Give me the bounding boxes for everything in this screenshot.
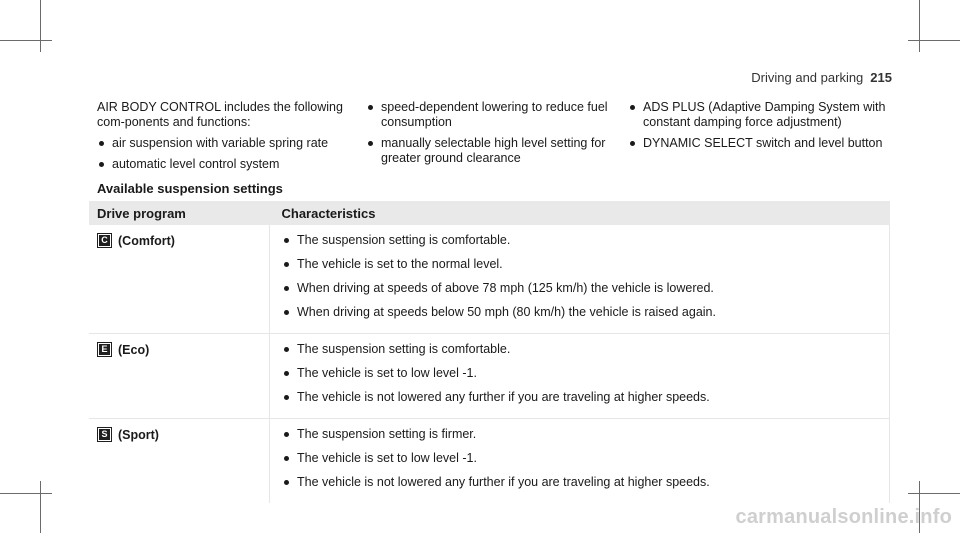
drive-program-label: (Sport) (118, 427, 159, 442)
list-item: automatic level control system (97, 157, 352, 172)
crop-mark-bottom-right-h (908, 493, 960, 494)
intro-list-3 (628, 100, 888, 151)
crop-mark-bottom-left-v (40, 481, 41, 533)
section-heading: Available suspension settings (97, 181, 283, 196)
table-header-row (89, 201, 890, 225)
list-item: The vehicle is not lowered any further if you are traveling at higher speeds. (282, 390, 889, 405)
list-item: The vehicle is set to low level -1. (282, 451, 889, 466)
characteristics-cell (270, 334, 890, 419)
list-item: When driving at speeds of above 78 mph (125 km/h) the vehicle is lowered. (282, 281, 889, 296)
crop-mark-top-right-h (908, 40, 960, 41)
crop-mark-top-left-h (0, 40, 52, 41)
drive-program-label: (Comfort) (118, 233, 175, 248)
page-header (751, 70, 892, 85)
eco-mode-icon: E (97, 342, 112, 357)
crop-mark-top-right-v (919, 0, 920, 52)
suspension-settings-table (89, 201, 890, 503)
comfort-mode-icon: C (97, 233, 112, 248)
crop-mark-bottom-left-h (0, 493, 52, 494)
intro-text: AIR BODY CONTROL includes the following com-ponents and functions: (97, 100, 343, 129)
list-item: manually selectable high level setting for greater ground clearance (366, 136, 616, 166)
list-item: The suspension setting is firmer. (282, 427, 889, 442)
crop-mark-top-left-v (40, 0, 41, 52)
drive-program-cell (89, 334, 270, 419)
drive-program-cell (89, 419, 270, 504)
page-number: 215 (870, 70, 892, 85)
table-row (89, 334, 890, 419)
table-row (89, 419, 890, 504)
characteristics-cell (270, 419, 890, 504)
column-header-characteristics: Characteristics (270, 201, 890, 225)
list-item: air suspension with variable spring rate (97, 136, 352, 151)
header-section-title: Driving and parking (751, 70, 864, 85)
list-item: The vehicle is not lowered any further if you are traveling at higher speeds. (282, 475, 889, 490)
list-item: speed-dependent lowering to reduce fuel consumption (366, 100, 616, 130)
intro-column-1 (97, 100, 352, 178)
column-header-program: Drive program (89, 201, 270, 225)
intro-list-2 (366, 100, 616, 166)
list-item: The vehicle is set to the normal level. (282, 257, 889, 272)
list-item: The suspension setting is comfortable. (282, 342, 889, 357)
drive-program-cell (89, 225, 270, 334)
intro-column-3 (628, 100, 888, 157)
sport-mode-icon: S (97, 427, 112, 442)
list-item: The vehicle is set to low level -1. (282, 366, 889, 381)
intro-list-1 (97, 136, 352, 172)
table-row (89, 225, 890, 334)
intro-column-2 (366, 100, 616, 172)
watermark: carmanualsonline.info (735, 506, 952, 528)
list-item: DYNAMIC SELECT switch and level button (628, 136, 888, 151)
list-item: ADS PLUS (Adaptive Damping System with constant damping force adjustment) (628, 100, 888, 130)
list-item: The suspension setting is comfortable. (282, 233, 889, 248)
list-item: When driving at speeds below 50 mph (80 km/h) the vehicle is raised again. (282, 305, 889, 320)
drive-program-label: (Eco) (118, 342, 150, 357)
characteristics-cell (270, 225, 890, 334)
